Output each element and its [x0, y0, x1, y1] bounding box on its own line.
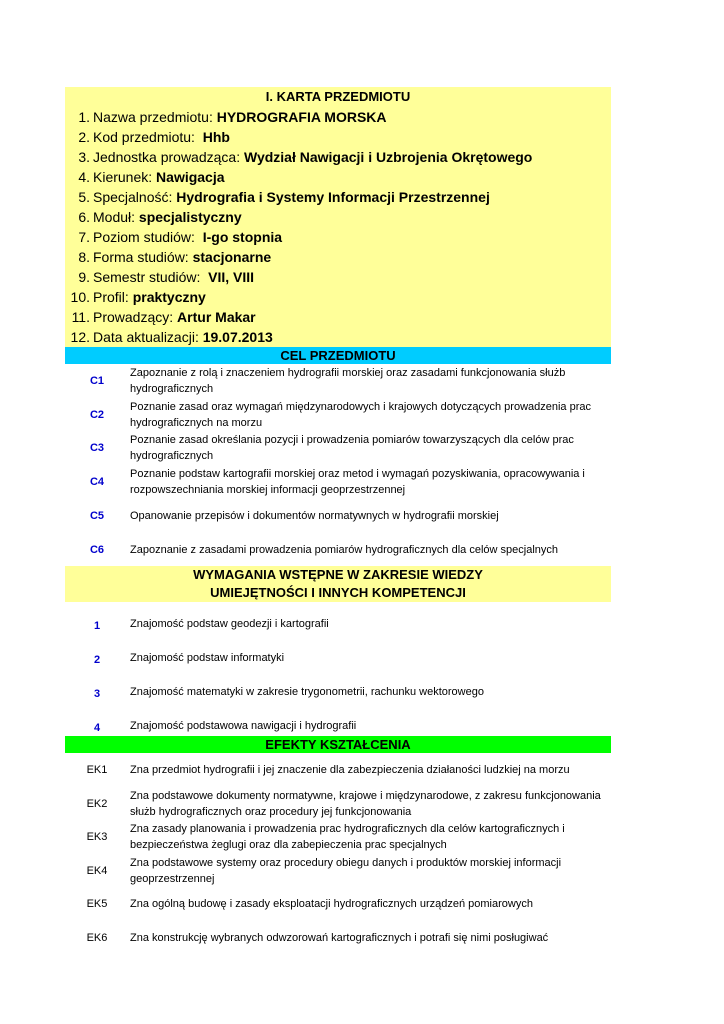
cel-code: C4: [89, 476, 105, 488]
info-label: Specjalność:: [93, 189, 177, 205]
wymagania-row: [65, 669, 611, 703]
wymagania-row: [65, 703, 611, 736]
info-value: stacjonarne: [192, 249, 272, 265]
cel-text: Poznanie podstaw kartografii morskiej oraz metod i wymagań pozyskiwania, opracowywania i rozpowszechniania morskiej informacji geoprzestrzennej: [130, 468, 585, 496]
cel-code: C5: [89, 510, 105, 522]
cel-row: [65, 431, 611, 465]
info-label: Moduł:: [93, 209, 139, 225]
info-label: Semestr studiów:: [93, 269, 209, 285]
info-text: [90, 307, 256, 327]
info-label: Kod przedmiotu:: [93, 129, 203, 145]
info-number: 3.: [78, 149, 90, 165]
info-text: [90, 247, 271, 267]
info-number: 1.: [78, 109, 90, 125]
info-number: 11.: [71, 309, 90, 325]
info-label: Forma studiów:: [93, 249, 193, 265]
cel-code: C3: [89, 442, 105, 454]
cel-code: C2: [89, 408, 105, 421]
efekty-row: [65, 753, 611, 787]
efekty-text: Zna konstrukcję wybranych odwzorowań kartograficznych i potrafi się nimi posługiwać: [130, 932, 549, 944]
info-number: 8.: [78, 249, 90, 265]
info-number: 12.: [70, 329, 90, 345]
info-row: [65, 167, 611, 187]
cel-heading: CEL PRZEDMIOTU: [65, 347, 611, 364]
cel-text: Zapoznanie z rolą i znaczeniem hydrografii morskiej oraz zasadami funkcjonowania służb hydrograficznych: [130, 367, 566, 395]
wymagania-heading-line2: UMIEJĘTNOŚCI I INNYCH KOMPETENCJI: [210, 585, 466, 600]
cel-row: [65, 465, 611, 499]
info-value: VII, VIII: [208, 269, 255, 285]
wymagania-row: [65, 635, 611, 669]
info-row: [65, 327, 611, 347]
wymagania-list: [65, 602, 611, 736]
cel-code: C6: [89, 543, 105, 556]
card-title: I. KARTA PRZEDMIOTU: [265, 89, 411, 104]
efekty-row: [65, 921, 611, 955]
efekty-text: Zna zasady planowania i prowadzenia prac hydrograficznych dla celów kartograficznych i bezpieczeństwa żeglugi oraz dla zabepieczenia prac specjalnych: [130, 823, 565, 851]
efekty-code: EK1: [86, 764, 108, 776]
cel-row: [65, 499, 611, 533]
info-label: Profil:: [93, 289, 133, 305]
info-value: Artur Makar: [177, 309, 256, 325]
course-info-list: [65, 107, 611, 347]
wymagania-text: Znajomość podstaw geodezji i kartografii: [130, 618, 329, 630]
info-row: [65, 267, 611, 287]
info-number: 6.: [78, 209, 90, 225]
efekty-heading: EFEKTY KSZTAŁCENIA: [65, 736, 611, 753]
info-value: 19.07.2013: [202, 329, 273, 345]
cel-row: [65, 364, 611, 398]
cel-row: [65, 398, 611, 431]
info-text: [90, 287, 206, 307]
wymagania-code: 3: [93, 688, 101, 700]
course-info-block: [65, 87, 611, 347]
info-number: 7.: [78, 229, 90, 245]
info-row: [65, 187, 611, 207]
info-value: Hhb: [202, 129, 230, 145]
efekty-code: EK6: [86, 932, 108, 944]
info-label: Jednostka prowadząca:: [93, 149, 244, 165]
efekty-row: [65, 887, 611, 921]
wymagania-code: 4: [93, 722, 101, 734]
info-label: Data aktualizacji:: [93, 329, 203, 345]
efekty-row: [65, 787, 611, 820]
info-label: Nazwa przedmiotu:: [93, 109, 217, 125]
info-value: Nawigacja: [156, 169, 225, 185]
efekty-row: [65, 820, 611, 854]
info-text: [90, 187, 490, 207]
info-label: Prowadzący:: [93, 309, 178, 325]
info-number: 10.: [70, 289, 90, 305]
info-text: [90, 207, 242, 227]
info-value: Hydrografia i Systemy Informacji Przestrzennej: [176, 189, 490, 205]
wymagania-row: [65, 602, 611, 635]
info-row: [65, 247, 611, 267]
info-label: Kierunek:: [93, 169, 157, 185]
info-row: [65, 227, 611, 247]
info-value: praktyczny: [132, 289, 206, 305]
info-row: [65, 147, 611, 167]
info-text: [90, 127, 230, 147]
info-value: HYDROGRAFIA MORSKA: [216, 109, 387, 125]
info-number: 4.: [78, 169, 90, 185]
cel-row: [65, 533, 611, 566]
efekty-code: EK5: [86, 898, 108, 910]
course-card: [65, 87, 611, 955]
info-text: [90, 147, 532, 167]
efekty-code: EK3: [86, 831, 108, 843]
wymagania-text: Znajomość podstaw informatyki: [130, 652, 285, 664]
info-value: Wydział Nawigacji i Uzbrojenia Okrętowego: [243, 149, 533, 165]
info-number: 2.: [78, 129, 90, 145]
wymagania-code: 2: [93, 654, 101, 666]
cel-code: C1: [89, 375, 105, 387]
info-row: [65, 307, 611, 327]
efekty-row: [65, 854, 611, 887]
info-value: I-go stopnia: [202, 229, 283, 245]
info-row: [65, 207, 611, 227]
info-text: [90, 327, 273, 347]
wymagania-text: Znajomość matematyki w zakresie trygonometrii, rachunku wektorowego: [130, 686, 484, 698]
cel-text: Poznanie zasad określania pozycji i prowadzenia pomiarów towarzyszących dla celów prac hydrograficznych: [130, 434, 574, 462]
info-number: 5.: [78, 189, 90, 205]
info-text: [90, 107, 387, 127]
info-row: [65, 107, 611, 127]
info-row: [65, 127, 611, 147]
efekty-text: Zna podstawowe systemy oraz procedury obiegu danych i produktów morskiej informacji geoprzestrzennej: [130, 856, 562, 885]
efekty-text: Zna ogólną budowę i zasady eksploatacji hydrograficznych urządzeń pomiarowych: [130, 898, 533, 910]
cel-text: Opanowanie przepisów i dokumentów normatywnych w hydrografii morskiej: [130, 510, 499, 522]
info-label: Poziom studiów:: [93, 229, 203, 245]
efekty-list: [65, 753, 611, 955]
info-text: [90, 267, 254, 287]
cel-text: Poznanie zasad oraz wymagań międzynarodowych i krajowych dotyczących prowadzenia prac hydrograficznych na morzu: [130, 400, 592, 429]
efekty-code: EK2: [86, 797, 108, 810]
info-number: 9.: [78, 269, 90, 285]
efekty-code: EK4: [86, 864, 108, 877]
wymagania-heading: [65, 566, 611, 602]
efekty-text: Zna przedmiot hydrografii i jej znaczenie dla zabezpieczenia działaności ludzkiej na morzu: [130, 764, 570, 776]
wymagania-text: Znajomość podstawowa nawigacji i hydrografii: [130, 720, 357, 732]
cel-text: Zapoznanie z zasadami prowadzenia pomiarów hydrograficznych dla celów specjalnych: [130, 543, 559, 556]
wymagania-code: 1: [93, 620, 101, 632]
efekty-text: Zna podstawowe dokumenty normatywne, krajowe i międzynarodowe, z zakresu funkcjonowania służb hydrograficznych oraz procedury jej funkcjonowania: [130, 789, 601, 818]
wymagania-heading-line1: WYMAGANIA WSTĘPNE W ZAKRESIE WIEDZY: [193, 567, 483, 582]
info-row: [65, 287, 611, 307]
info-text: [90, 227, 282, 247]
info-text: [90, 167, 225, 187]
info-value: specjalistyczny: [138, 209, 242, 225]
cel-list: [65, 364, 611, 566]
